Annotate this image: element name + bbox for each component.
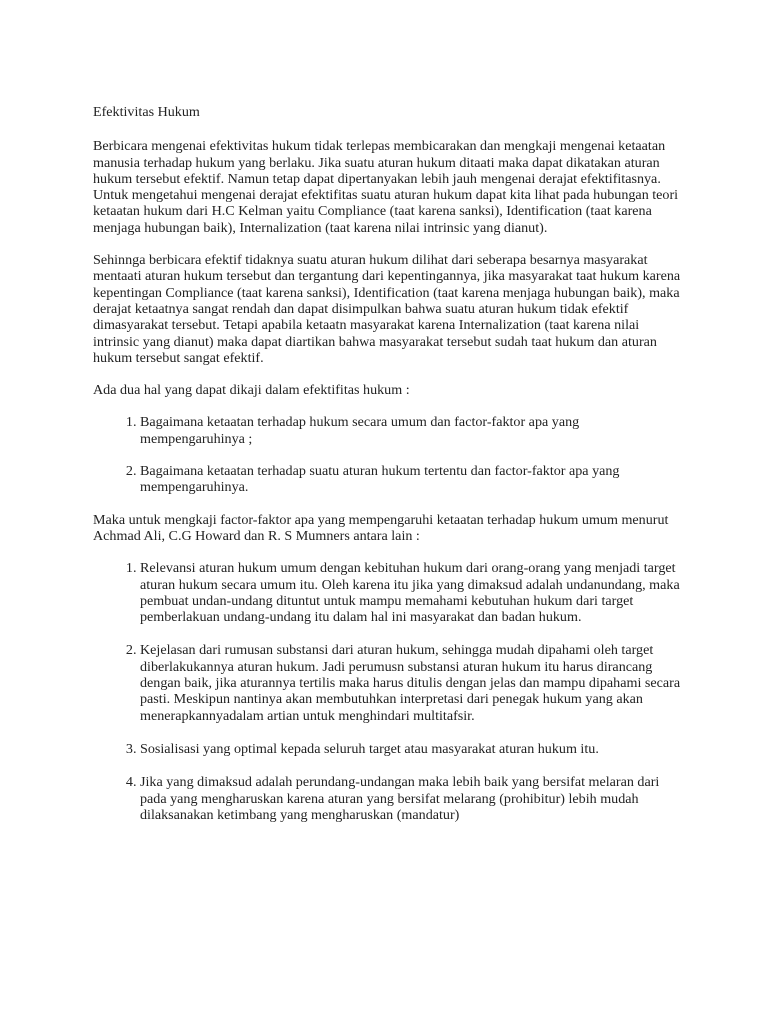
numbered-list-factors (93, 560, 683, 823)
list-item: 4. Jika yang dimaksud adalah perundang-undangan maka lebih baik yang bersifat melaran dari pada yang mengharuskan karena aturan yang bersifat melarang (prohibitur) lebih mudah dilaksanakan ketimbang yang mengharuskan (mandatur) (140, 774, 683, 823)
paragraph-two-aspects: Ada dua hal yang dapat dikaji dalam efektifitas hukum : (93, 382, 410, 399)
list-item: 2. Bagaimana ketaatan terhadap suatu aturan hukum tertentu dan factor-faktor apa yang mempengaruhinya. (140, 463, 683, 496)
list-item: 3. Sosialisasi yang optimal kepada seluruh target atau masyarakat aturan hukum itu. (140, 741, 683, 757)
numbered-list-aspects (93, 414, 683, 495)
paragraph-intro: Berbicara mengenai efektivitas hukum tidak terlepas membicarakan dan mengkaji mengenai ketaatan manusia terhadap hukum yang berlaku. Jika suatu aturan hukum ditaati maka dapat dikatakan aturan hukum tersebut efektif. Namun tetap dapat dipertanyakan lebih jauh mengenai derajat efektifitasnya. Untuk mengetahui mengenai derajat efektifitas suatu aturan hukum dapat kita lihat pada hubungan teori ketaatan hukum dari H.C Kelman yaitu Compliance (taat karena sanksi), Identification (taat karena menjaga hubungan baik), Internalization (taat karena nilai intrinsic yang dianut). (93, 138, 679, 236)
paragraph-effectiveness: Sehinnga berbicara efektif tidaknya suatu aturan hukum dilihat dari seberapa besarnya masyarakat mentaati aturan hukum tersebut dan tergantung dari kepentingannya, jika masyarakat taat hukum karena kepentingan Compliance (taat karena sanksi), Identification (taat karena menjaga hubungan baik), maka derajat ketaatnya sangat rendah dan dapat disimpulkan bahwa suatu aturan hukum tidak efektif dimasyarakat tersebut. Tetapi apabila ketaatn masyarakat karena Internalization (taat karena nilai intrinsic yang dianut) maka dapat diartikan bahwa masyarakat tersebut sudah taat hukum dan aturan hukum tersebut sangat efektif. (93, 252, 681, 366)
list-item: 1. Relevansi aturan hukum umum dengan kebituhan hukum dari orang-orang yang menjadi target aturan hukum secara umum itu. Oleh karena itu jika yang dimaksud adalah undanundang, maka pembuat undan-undang dituntut untuk mampu memahami kebutuhan hukum dari target pemberlakuan undang-undang itu dalam hal ini masyarakat dan badan hukum. (140, 560, 683, 625)
document-body (93, 104, 683, 839)
document-title: Efektivitas Hukum (93, 104, 200, 120)
list-item: 1. Bagaimana ketaatan terhadap hukum secara umum dan factor-faktor apa yang mempengaruhinya ; (140, 414, 683, 447)
paragraph-factors-intro: Maka untuk mengkaji factor-faktor apa yang mempengaruhi ketaatan terhadap hukum umum menurut Achmad Ali, C.G Howard dan R. S Mumners antara lain : (93, 511, 669, 544)
list-item: 2. Kejelasan dari rumusan substansi dari aturan hukum, sehingga mudah dipahami oleh target diberlakukannya aturan hukum. Jadi perumusn substansi aturan hukum itu harus dirancang dengan baik, jika aturannya tertilis maka harus ditulis dengan jelas dan mampu dipahami secara pasti. Meskipun nantinya akan membutuhkan interpretasi dari penegak hukum yang akan menerapkannyadalam artian untuk menghindari multitafsir. (140, 642, 683, 723)
